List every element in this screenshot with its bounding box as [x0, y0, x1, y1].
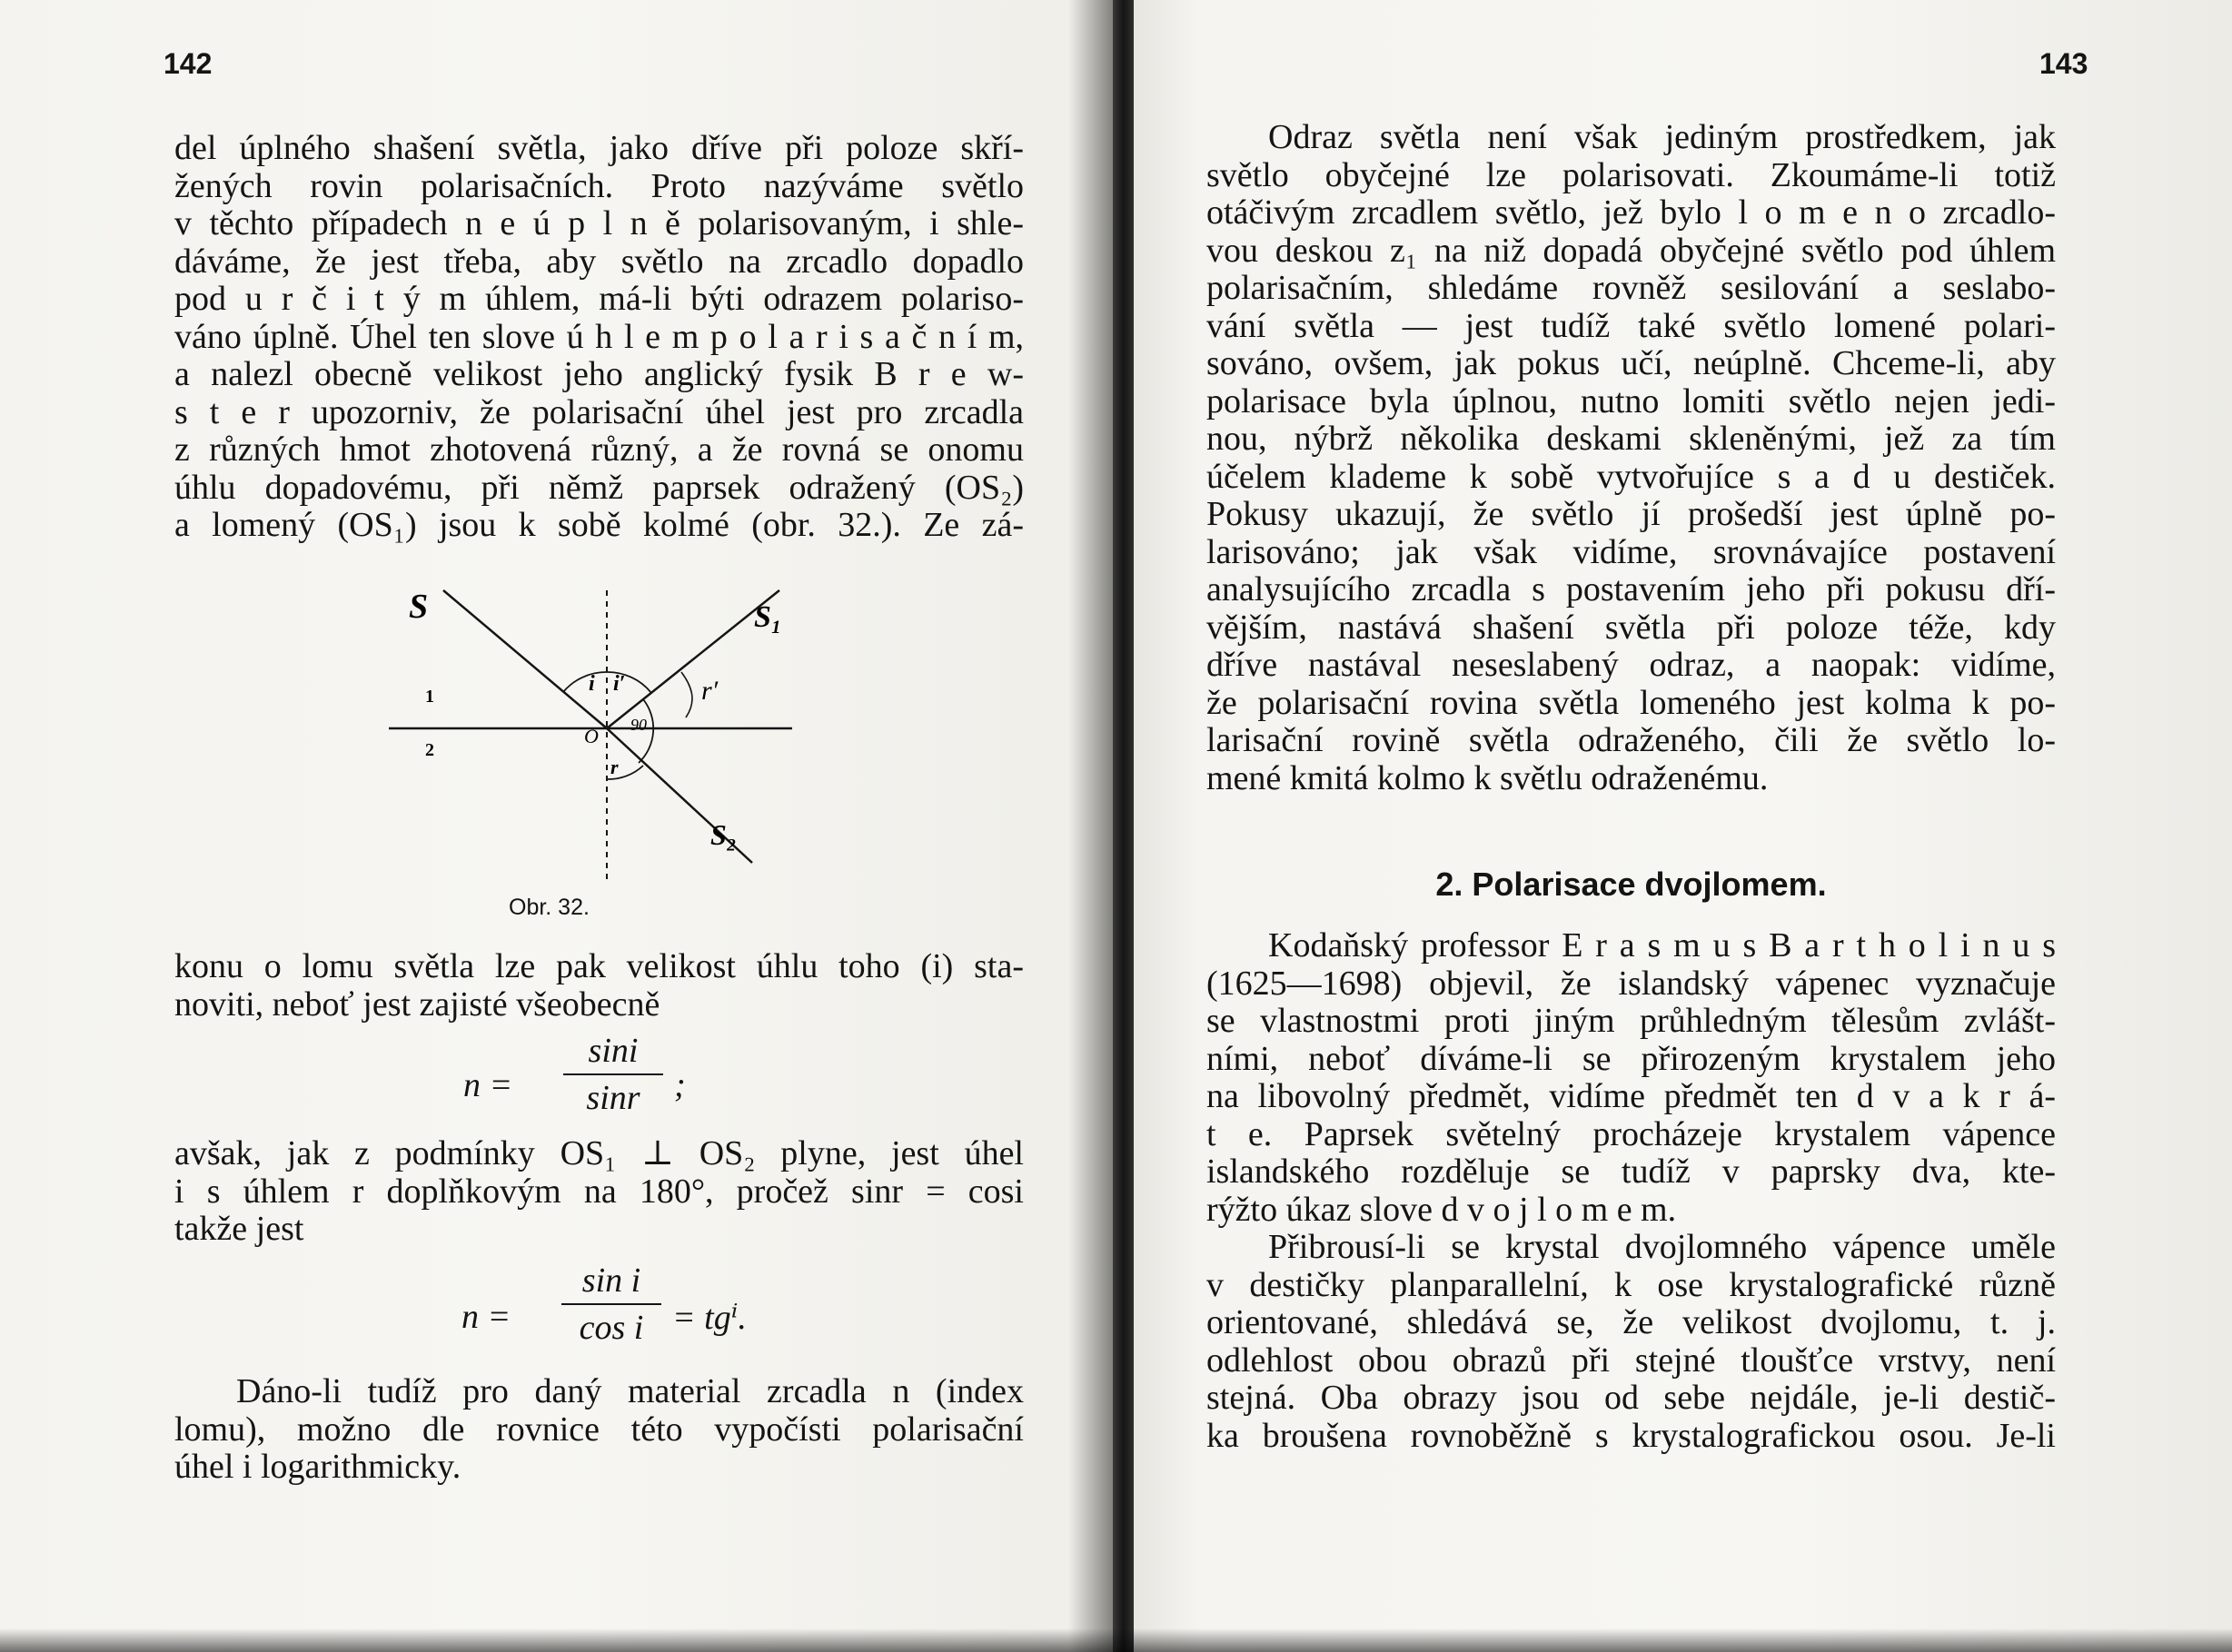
- text-line: larisační rovině světla odraženého, čili že světlo lo-: [1206, 721, 2056, 759]
- text-line: že polarisační rovina světla lomeného jest kolma k po-: [1206, 683, 2056, 722]
- formula-lhs: n =: [461, 1298, 511, 1336]
- text-line: Kodaňský professor E r a s m u s B a r t h o l i n u s: [1268, 926, 2056, 964]
- text-line: ka broušena rovnoběžně s krystalografickou osou. Je-li: [1206, 1416, 2056, 1455]
- label-angle-i-prime: i′: [613, 672, 626, 696]
- text-line: sováno, ovšem, jak pokus učí, neúplně. Chceme-li, aby: [1206, 344, 2056, 382]
- text-line: analysujícího zrcadla s postavením jeho při pokusu dří-: [1206, 570, 2056, 608]
- text-line: otáčivým zrcadlem světlo, jež bylo l o m e n o zrcadlo-: [1206, 193, 2056, 232]
- figure-caption: Obr. 32.: [509, 895, 590, 920]
- text-line: t e. Paprsek světelný procházeje krystalem vápence: [1206, 1114, 2056, 1153]
- formula-fraction: [561, 1261, 661, 1348]
- text-line: se vlastnostmi proti jiným průhledným tělesům zvlášt-: [1206, 1002, 2056, 1040]
- text-line: nou, nýbrž několika deskami skleněnými, jež za tím: [1206, 420, 2056, 458]
- text-line: mené kmitá kolmo k světlu odraženému.: [1206, 758, 1769, 797]
- left-paragraph-1: [174, 130, 1024, 545]
- text-line: úhlu dopadovému, při němž paprsek odražený (OS₂): [174, 468, 1024, 507]
- bottom-shadow: [0, 1628, 2232, 1652]
- text-line: (1625—1698) objevil, že islandský vápenec vyznačuje: [1206, 964, 2056, 1003]
- page-edge-shadow: [1068, 0, 1113, 1652]
- right-paragraph-1: [1206, 119, 2056, 797]
- text-line: del úplného shašení světla, jako dříve při poloze skří-: [174, 129, 1024, 167]
- text-line: ními, neboť díváme-li se přirozeným krystalem jeho: [1206, 1039, 2056, 1078]
- text-line: úhel i logarithmicky.: [174, 1448, 461, 1486]
- text-line: v těchto případech n e ú p l n ě polarisovaným, i shle-: [174, 204, 1024, 242]
- label-s: S: [409, 588, 429, 626]
- text-line: vou deskou z₁ na niž dopadá obyčejné světlo pod úhlem: [1206, 231, 2056, 270]
- text-line: váno úplně. Úhel ten slove ú h l e m p o l a r i s a č n í m,: [174, 317, 1024, 356]
- label-angle-r-prime: r′: [701, 676, 719, 706]
- formula-denominator: sinr: [586, 1079, 640, 1117]
- fraction-bar: [563, 1073, 663, 1075]
- text-line: orientované, shledává se, že velikost dvojlomu, t. j.: [1206, 1303, 2056, 1341]
- angle-i-arc: [563, 672, 607, 692]
- text-line: konu o lomu světla lze pak velikost úhlu toho (i) sta-: [174, 947, 1024, 985]
- text-line: dříve nastával neseslabený odraz, a naopak: vidíme,: [1206, 646, 2056, 684]
- formula-lhs: n =: [463, 1066, 513, 1104]
- text-line: Odraz světla není však jediným prostředkem, jak: [1268, 118, 2056, 156]
- label-medium-1: 1: [425, 687, 434, 707]
- text-line: v destičky planparallelní, k ose krystalografické různě: [1206, 1265, 2056, 1304]
- right-paragraph-2: [1206, 927, 2056, 1455]
- text-line: světlo obyčejné lze polarisovati. Zkoumáme-li totiž: [1206, 155, 2056, 194]
- text-line: účelem klademe k sobě vytvořujíce s a d u destiček.: [1206, 457, 2056, 496]
- page-number-right: 143: [2039, 47, 2088, 80]
- text-line: avšak, jak z podmínky OS₁ ⊥ OS₂ plyne, jest úhel: [174, 1134, 1024, 1172]
- text-line: žených rovin polarisačních. Proto nazýváme světlo: [174, 166, 1024, 205]
- text-line: vějším, nastává shašení světla při poloze téže, kdy: [1206, 608, 2056, 647]
- incident-ray: [443, 590, 607, 728]
- formula-tail: ;: [674, 1066, 686, 1104]
- text-line: a lomený (OS₁) jsou k sobě kolmé (obr. 32.). Ze zá-: [174, 506, 1024, 544]
- text-line: stejná. Oba obrazy jsou od sebe nejdále, je-li destič-: [1206, 1379, 2056, 1417]
- left-page: [0, 0, 1113, 1652]
- figure-reflection-diagram: [382, 581, 799, 890]
- formula-denominator: cos i: [579, 1309, 644, 1347]
- text-line: pod u r č i t ý m úhlem, má-li býti odrazem polariso-: [174, 280, 1024, 318]
- left-paragraph-4: [174, 1373, 1024, 1487]
- page-number-left: 142: [164, 47, 213, 80]
- book-gutter: [1113, 0, 1134, 1652]
- text-line: i s úhlem r doplňkovým na 180°, pročež sinr = cosi: [174, 1172, 1024, 1211]
- text-line: na libovolný předmět, vidíme předmět ten d v a k r á-: [1206, 1077, 2056, 1115]
- left-paragraph-2: [174, 948, 1024, 1024]
- text-line: Přibrousí-li se krystal dvojlomného vápence uměle: [1268, 1228, 2056, 1266]
- section-heading: 2. Polarisace dvojlomem.: [1435, 866, 1827, 903]
- formula-numerator: sin i: [581, 1261, 641, 1300]
- text-line: a nalezl obecně velikost jeho anglický fysik B r e w-: [174, 355, 1024, 393]
- left-paragraph-3: [174, 1135, 1024, 1249]
- label-medium-2: 2: [425, 740, 434, 760]
- label-ninety: 90: [630, 716, 647, 734]
- text-line: polarisace byla úplnou, nutno lomiti světlo nejen jedi-: [1206, 381, 2056, 420]
- label-s1: S₁: [754, 600, 782, 634]
- text-line: polarisačním, shledáme rovněž sesilování a seslabo-: [1206, 269, 2056, 307]
- fraction-bar: [561, 1303, 661, 1305]
- text-line: takže jest: [174, 1210, 304, 1248]
- text-line: noviti, neboť jest zajisté všeobecně: [174, 984, 660, 1024]
- angle-r-prime-arc: [681, 672, 692, 717]
- text-line: s t e r upozorniv, že polarisační úhel jest pro zrcadla: [174, 392, 1024, 431]
- formula-numerator: sini: [588, 1032, 639, 1070]
- text-line: odlehlost obou obrazů při stejné tloušťce vrstvy, není: [1206, 1340, 2056, 1380]
- formula-fraction: [563, 1031, 663, 1118]
- text-line: z různých hmot zhotovená různý, a že rovná se onomu: [174, 430, 1024, 469]
- formula-tail: = tgⁱ.: [672, 1299, 747, 1337]
- text-line: lomu), možno dle rovnice této vypočísti polarisační: [174, 1410, 1024, 1449]
- text-line: islandského rozděluje se tudíž v paprsky dva, kte-: [1206, 1152, 2056, 1191]
- text-line: dáváme, že jest třeba, aby světlo na zrcadlo dopadlo: [174, 242, 1024, 281]
- label-angle-i: i: [589, 672, 595, 696]
- label-angle-r: r: [610, 756, 619, 778]
- text-line: larisováno; jak však vidíme, srovnávajíce postavení: [1206, 532, 2056, 571]
- text-line: Dáno-li tudíž pro daný material zrcadla n (index: [236, 1372, 1024, 1410]
- text-line: vání světla — jest tudíž také světlo lomené polari-: [1206, 306, 2056, 345]
- label-s2: S₂: [710, 818, 737, 851]
- label-origin-o: O: [584, 725, 599, 747]
- text-line: rýžto úkaz slove d v o j l o m e m.: [1206, 1190, 1677, 1229]
- text-line: Pokusy ukazují, že světlo jí prošedší jest úplně po-: [1206, 495, 2056, 533]
